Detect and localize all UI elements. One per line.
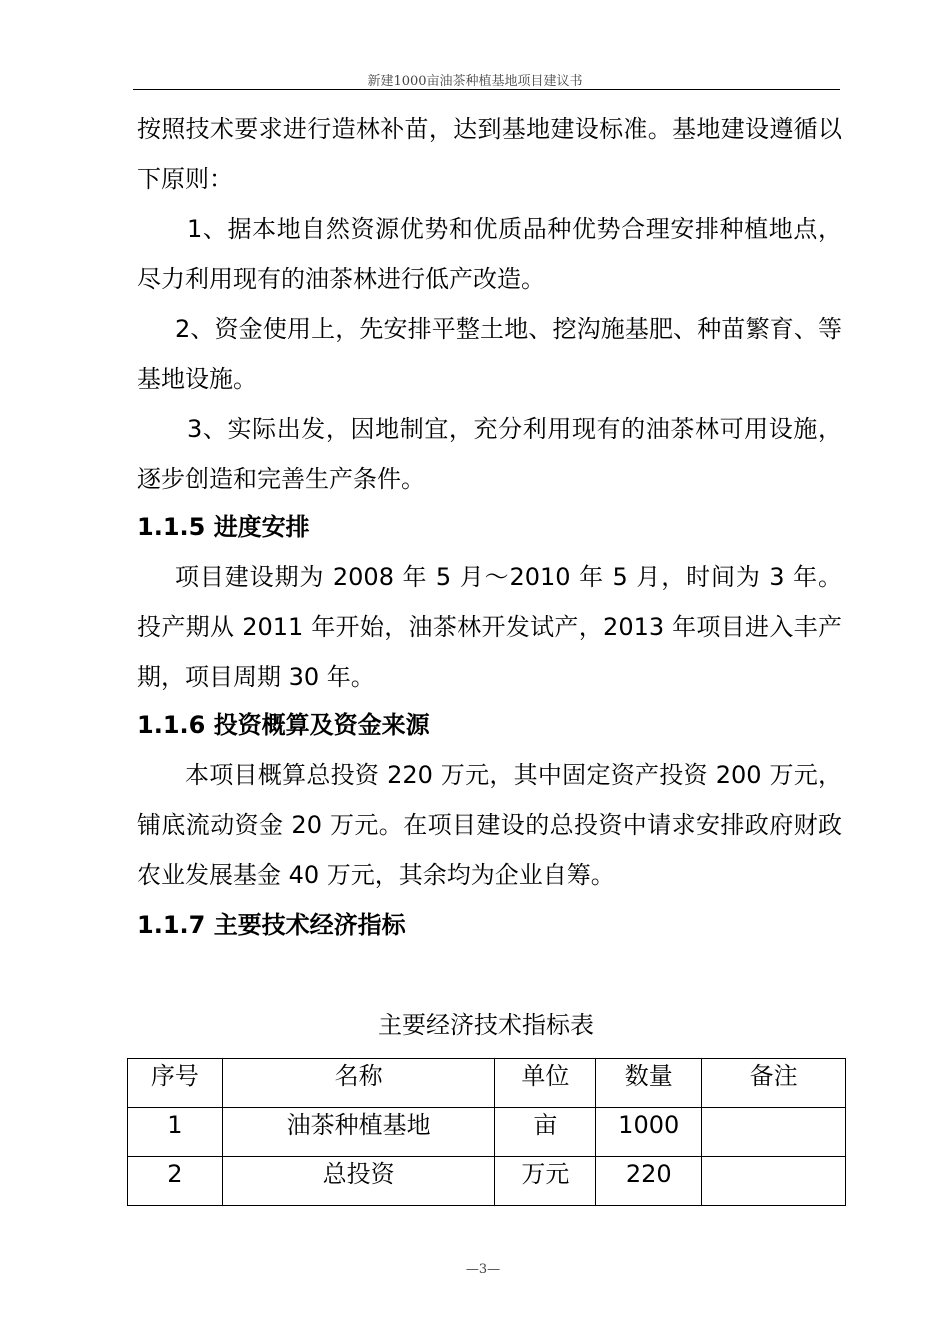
table-cell: 总投资 — [222, 1157, 495, 1206]
table-cell — [702, 1108, 846, 1157]
column-header: 单位 — [495, 1059, 596, 1108]
column-header: 序号 — [128, 1059, 223, 1108]
page-header-title: 新建1000亩油茶种植基地项目建议书 — [367, 74, 583, 89]
principle-1: 1、据本地自然资源优势和优质品种优势合理安排种植地点，尽力利用现有的油茶林进行低产改造。 — [137, 215, 842, 293]
table-header-row — [128, 1059, 846, 1108]
table-cell: 220 — [596, 1157, 702, 1206]
investment-paragraph: 本项目概算总投资 220 万元，其中固定资产投资 200 万元，铺底流动资金 20 万元。在项目建设的总投资中请求安排政府财政农业发展基金 40 万元，其余均为企业自筹。 — [137, 761, 842, 889]
table-cell — [702, 1157, 846, 1206]
table-cell: 1 — [128, 1108, 223, 1157]
section-heading-indicators: 1.1.7 主要技术经济指标 — [137, 911, 406, 939]
table-cell: 2 — [128, 1157, 223, 1206]
column-header: 名称 — [222, 1059, 495, 1108]
table-cell: 亩 — [495, 1108, 596, 1157]
section-heading-schedule: 1.1.5 进度安排 — [137, 513, 310, 541]
table-cell: 油茶种植基地 — [222, 1108, 495, 1157]
principle-2: 2、资金使用上，先安排平整土地、挖沟施基肥、种苗繁育、等基地设施。 — [137, 315, 842, 393]
schedule-paragraph: 项目建设期为 2008 年 5 月～2010 年 5 月，时间为 3 年。投产期从 2011 年开始，油茶林开发试产，2013 年项目进入丰产期，项目周期 30 年。 — [137, 563, 842, 691]
column-header: 数量 — [596, 1059, 702, 1108]
intro-paragraph: 按照技术要求进行造林补苗，达到基地建设标准。基地建设遵循以下原则： — [137, 115, 842, 193]
table-row — [128, 1157, 846, 1206]
header-divider — [133, 89, 840, 90]
table-title: 主要经济技术指标表 — [378, 1011, 594, 1039]
indicators-table — [127, 1058, 846, 1206]
section-heading-investment: 1.1.6 投资概算及资金来源 — [137, 711, 430, 739]
table-cell: 万元 — [495, 1157, 596, 1206]
table-cell: 1000 — [596, 1108, 702, 1157]
table-row — [128, 1108, 846, 1157]
principle-3: 3、实际出发，因地制宜，充分利用现有的油茶林可用设施，逐步创造和完善生产条件。 — [137, 415, 842, 493]
column-header: 备注 — [702, 1059, 846, 1108]
page-number: —3— — [465, 1262, 501, 1277]
